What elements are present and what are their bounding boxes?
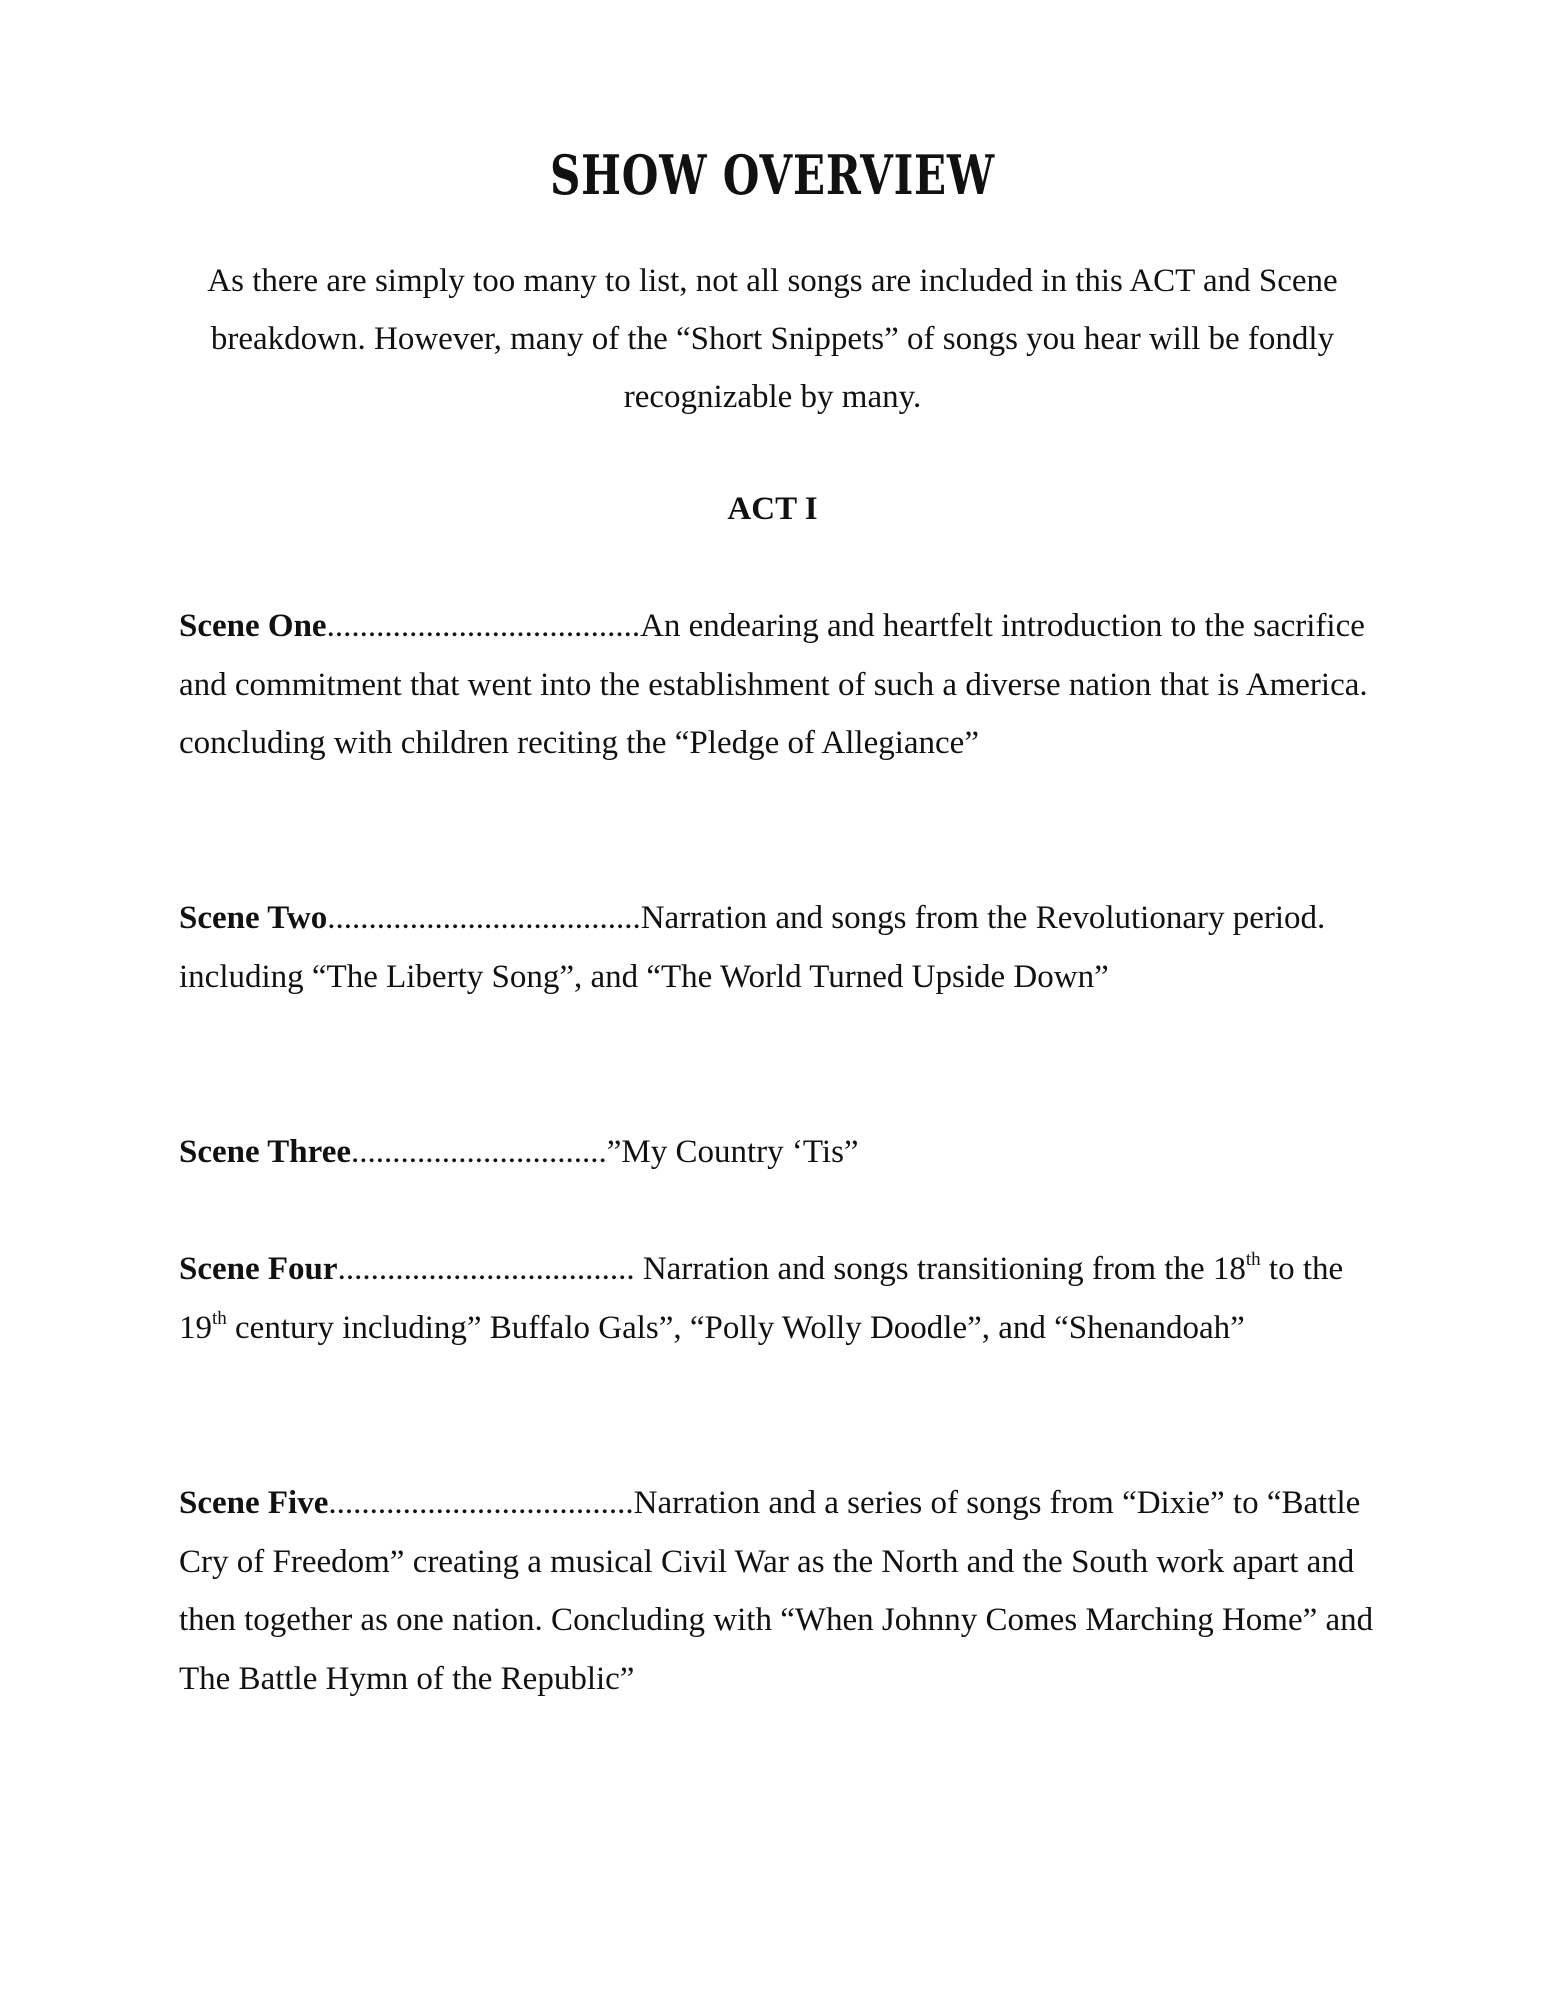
scene-description-part: to the 19 <box>179 1251 1344 1346</box>
act-heading: ACT I <box>727 491 818 527</box>
scene-two <box>179 889 1379 1006</box>
scene-name: Scene One <box>179 608 327 644</box>
dot-leader: ...................................... <box>326 608 641 644</box>
page-title: SHOW OVERVIEW <box>549 143 996 207</box>
scene-description-part: Narration and songs transitioning from the 18 <box>634 1251 1246 1287</box>
dot-leader: .................................... <box>337 1251 635 1287</box>
dot-leader: ...................................... <box>327 900 641 936</box>
scene-four <box>179 1240 1379 1357</box>
scene-five <box>179 1474 1379 1708</box>
scene-description: Narration and songs from the Revolutionary period. including “The Liberty Song”, and “The World Turned Upside Down” <box>179 900 1326 995</box>
scene-description: ”My Country ‘Tis” <box>606 1134 859 1170</box>
scene-one <box>179 597 1379 773</box>
scene-name: Scene Four <box>179 1251 338 1287</box>
scene-name: Scene Three <box>179 1134 352 1170</box>
scene-name: Scene Two <box>179 900 328 936</box>
intro-paragraph: As there are simply too many to list, not all songs are included in this ACT and Scene breakdown. However, many of the “Short Snippets” of songs you hear will be fondly recognizable by many. <box>207 263 1338 415</box>
scene-description-part: century including” Buffalo Gals”, “Polly Wolly Doodle”, and “Shenandoah” <box>226 1309 1245 1346</box>
scene-name: Scene Five <box>179 1485 329 1521</box>
ordinal-suffix: th <box>1245 1249 1261 1270</box>
dot-leader: ..................................... <box>328 1485 634 1521</box>
scene-three <box>179 1123 1379 1182</box>
ordinal-suffix: th <box>212 1307 227 1329</box>
dot-leader: ............................... <box>351 1134 607 1170</box>
scene-description: Narration and a series of songs from “Dixie” to “Battle Cry of Freedom” creating a musical Civil War as the North and the South work apart and then together as one nation. Concluding with “When Johnny Comes Marching Home” and The Battle Hymn of the Republic” <box>179 1485 1374 1697</box>
scene-description: An endearing and heartfelt introduction to the sacrifice and commitment that went into the establishment of such a diverse nation that is America. concluding with children reciting the “Pledge of Allegiance” <box>179 608 1368 761</box>
